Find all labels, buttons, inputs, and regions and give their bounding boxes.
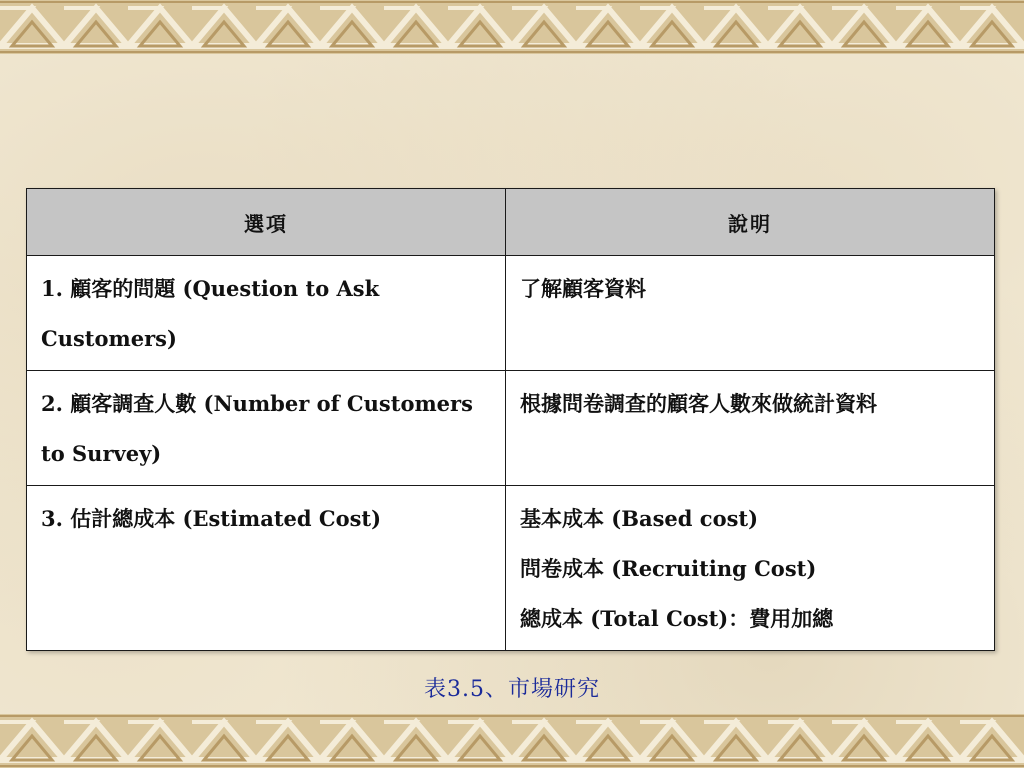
description-cell bbox=[506, 256, 995, 371]
description-text: 問卷成本 (Recruiting Cost) bbox=[520, 556, 817, 581]
option-cell bbox=[27, 256, 506, 371]
option-text: 3. 估計總成本 (Estimated Cost) bbox=[41, 506, 382, 531]
decorative-border-bottom bbox=[0, 714, 1024, 768]
table-header-row bbox=[27, 189, 995, 256]
table-caption: 表3.5、市場研究 bbox=[424, 677, 600, 702]
option-text: 1. 顧客的問題 (Question to Ask Customers) bbox=[41, 276, 380, 351]
decorative-border-top bbox=[0, 0, 1024, 54]
option-cell bbox=[27, 371, 506, 486]
header-option: 選項 bbox=[27, 189, 506, 256]
table-row bbox=[27, 256, 995, 371]
border-pattern bbox=[0, 714, 1024, 768]
option-cell bbox=[27, 486, 506, 651]
table-row bbox=[27, 371, 995, 486]
description-cell bbox=[506, 486, 995, 651]
table-row bbox=[27, 486, 995, 651]
header-description: 說明 bbox=[506, 189, 995, 256]
description-text: 基本成本 (Based cost) bbox=[520, 506, 759, 531]
description-text: 了解顧客資料 bbox=[520, 276, 646, 301]
market-research-table bbox=[26, 188, 995, 651]
description-cell bbox=[506, 371, 995, 486]
description-text: 總成本 (Total Cost)：費用加總 bbox=[520, 606, 834, 631]
description-text: 根據問卷調查的顧客人數來做統計資料 bbox=[520, 391, 877, 416]
border-pattern bbox=[0, 0, 1024, 54]
option-text: 2. 顧客調查人數 (Number of Customers to Survey) bbox=[41, 391, 473, 466]
